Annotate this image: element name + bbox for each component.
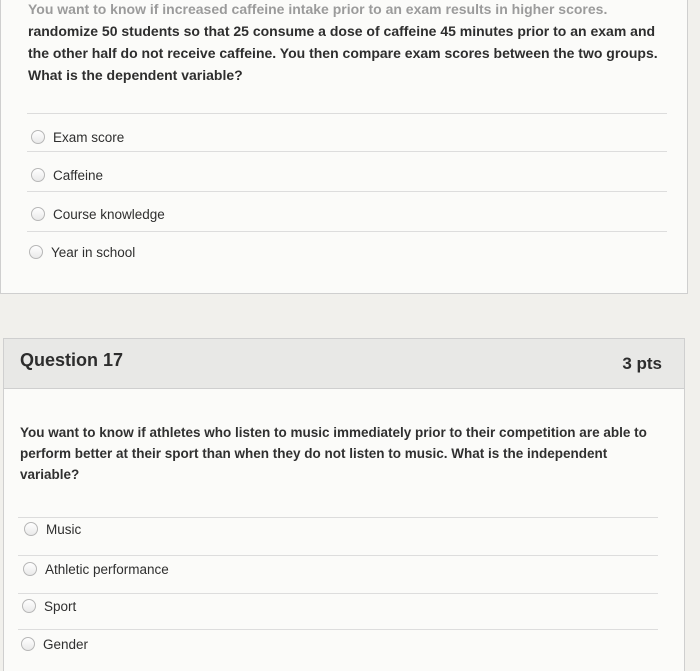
question-title: Question 17 [20,350,124,370]
answer-label: Exam score [53,129,125,145]
radio-button[interactable] [21,637,35,651]
answer-divider [27,151,667,152]
radio-button[interactable] [31,130,45,144]
answer-label: Sport [44,598,77,614]
radio-button[interactable] [31,207,45,221]
answer-label: Course knowledge [53,206,165,222]
answer-option-athletic-performance[interactable] [23,555,169,583]
answer-option-gender[interactable] [21,630,88,658]
question-16-text-cut: You want to know if increased caffeine intake prior to an exam results in higher scores. [28,1,608,17]
question-17-divider [18,517,658,518]
question-16-divider [27,113,667,114]
answer-option-sport[interactable] [22,592,76,620]
answer-option-year-in-school[interactable] [29,238,135,266]
radio-button[interactable] [29,245,43,259]
answer-divider [27,191,667,192]
answer-divider [18,629,658,630]
radio-button[interactable] [31,168,45,182]
question-17-card [3,338,685,671]
question-16-text [28,0,668,86]
radio-button[interactable] [23,562,37,576]
answer-label: Caffeine [53,167,104,183]
answer-option-exam-score[interactable] [31,123,124,151]
answer-divider [18,593,658,594]
radio-button[interactable] [22,599,36,613]
question-17-text: You want to know if athletes who listen to music immediately prior to their competition are able to perform better at their sport than when they do not listen to music. What is the independent variable? [20,425,647,482]
answer-divider [27,231,667,232]
answer-label: Gender [43,636,89,652]
question-16-text-main: randomize 50 students so that 25 consume a dose of caffeine 45 minutes prior to an exam and the other half do not receive caffeine. You then compare exam scores between the two groups. What is the dependent variable? [28,23,658,83]
radio-button[interactable] [24,522,38,536]
answer-label: Athletic performance [45,561,169,577]
answer-option-caffeine[interactable] [31,161,103,189]
answer-option-music[interactable] [24,515,81,543]
answer-option-course-knowledge[interactable] [31,200,165,228]
answer-label: Year in school [51,244,136,260]
question-points: 3 pts [622,354,662,373]
answer-label: Music [46,521,82,537]
question-17-header [4,339,684,389]
question-16-card [0,0,688,294]
